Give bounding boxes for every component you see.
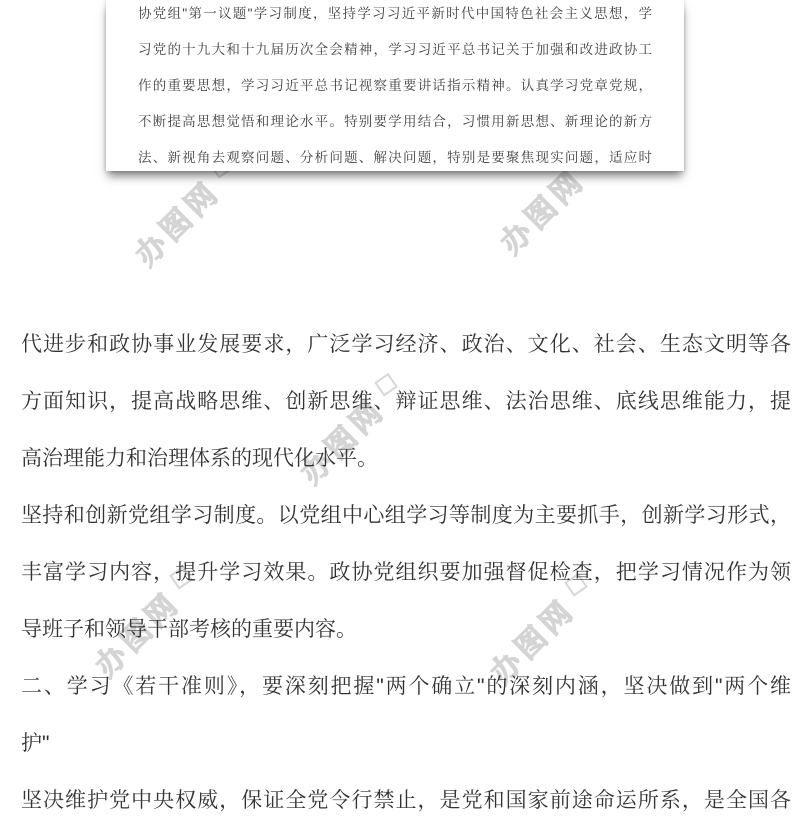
watermark-brand-text: 办图网 <box>494 162 593 261</box>
watermark-brand-text: 办图网 <box>129 174 228 273</box>
page1-line: 作的重要思想，学习习近平总书记视察重要讲话指示精神。认真学习党章党规， <box>138 78 652 93</box>
watermark-brand-text: 办图网 <box>294 392 393 491</box>
body-line: 护" <box>21 732 50 755</box>
page1-line: 习党的十九大和十九届历次全会精神，学习习近平总书记关于加强和改进政协工 <box>138 42 652 57</box>
document-body-text <box>21 316 791 829</box>
body-line: 代进步和政协事业发展要求，广泛学习经济、政治、文化、社会、生态文明等各 <box>21 333 791 356</box>
watermark-brand-text: 办图网 <box>484 592 583 691</box>
body-line: 坚决维护党中央权威，保证全党令行禁止，是党和国家前途命运所系，是全国各 <box>21 789 791 812</box>
body-line: 二、学习《若干准则》，要深刻把握"两个确立"的深刻内涵，坚决做到"两个维 <box>21 675 791 698</box>
body-line: 高治理能力和治理体系的现代化水平。 <box>21 447 378 470</box>
page1-text-block <box>138 0 652 176</box>
page1-line: 不断提高思想觉悟和理论水平。特别要学用结合，习惯用新思想、新理论的新方 <box>138 114 652 129</box>
body-line: 丰富学习内容，提升学习效果。政协党组织要加强督促检查，把学习情况作为领 <box>21 561 791 584</box>
body-line: 导班子和领导干部考核的重要内容。 <box>21 618 357 641</box>
body-line: 坚持和创新党组学习制度。以党组中心组学习等制度为主要抓手，创新学习形式， <box>21 504 791 527</box>
page1-line: 法、新视角去观察问题、分析问题、解决问题，特别是要聚焦现实问题，适应时 <box>138 150 652 165</box>
document-page-sheet <box>106 0 684 171</box>
body-line: 方面知识，提高战略思维、创新思维、辩证思维、法治思维、底线思维能力，提 <box>21 390 791 413</box>
watermark-brand-text: 办图网 <box>89 585 188 684</box>
page1-line: 协党组"第一议题"学习制度，坚持学习习近平新时代中国特色社会主义思想，学 <box>138 6 652 21</box>
